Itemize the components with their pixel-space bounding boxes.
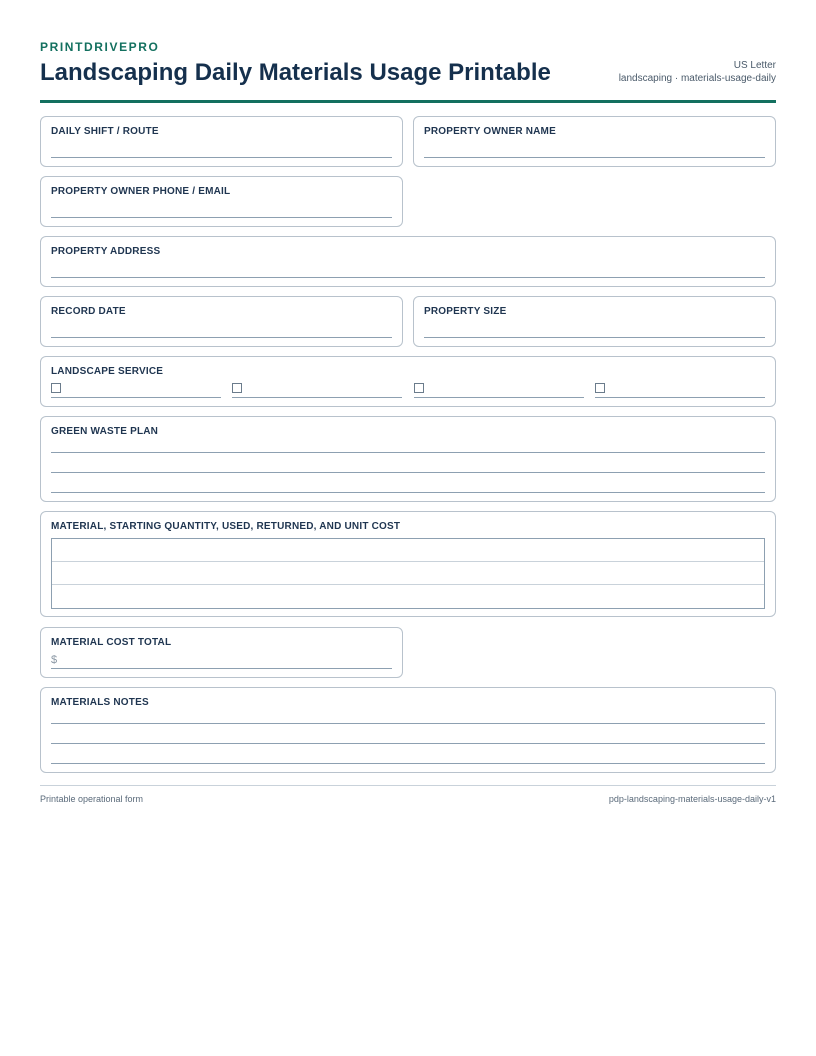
checkbox-icon[interactable] xyxy=(595,383,605,393)
paper-size: US Letter xyxy=(733,60,776,71)
footer-form-id: pdp-landscaping-materials-usage-daily-v1 xyxy=(608,794,776,804)
green-waste-plan-line-2[interactable] xyxy=(51,472,765,473)
property-owner-contact-label: PROPERTY OWNER PHONE / EMAIL xyxy=(51,186,231,197)
materials-notes-field xyxy=(40,687,776,773)
property-address-label: PROPERTY ADDRESS xyxy=(51,246,161,257)
property-owner-contact-field xyxy=(40,176,403,227)
material-cost-total-field xyxy=(40,627,403,678)
materials-table-label: MATERIAL, STARTING QUANTITY, USED, RETURNED, AND UNIT COST xyxy=(51,521,401,532)
green-waste-plan-line-1[interactable] xyxy=(51,452,765,453)
green-waste-plan-label: GREEN WASTE PLAN xyxy=(51,426,159,437)
property-owner-contact-input[interactable] xyxy=(51,217,392,218)
form-page xyxy=(40,40,776,708)
property-owner-name-field xyxy=(413,116,776,167)
record-date-field xyxy=(40,296,403,347)
footer-left-text: Printable operational form xyxy=(40,794,144,804)
property-size-input[interactable] xyxy=(424,337,765,338)
materials-table-field xyxy=(40,511,776,617)
daily-shift-route-field xyxy=(40,116,403,167)
checkbox-icon[interactable] xyxy=(232,383,242,393)
property-address-field xyxy=(40,236,776,287)
brand-name: PRINTDRIVEPRO xyxy=(40,40,160,54)
daily-shift-route-label: DAILY SHIFT / ROUTE xyxy=(51,126,159,137)
landscape-service-option-1[interactable] xyxy=(51,383,221,398)
landscape-service-option-3[interactable] xyxy=(414,383,584,398)
form-tags: landscaping · materials-usage-daily xyxy=(618,73,776,84)
landscape-service-label: LANDSCAPE SERVICE xyxy=(51,366,164,377)
property-address-input[interactable] xyxy=(51,277,765,278)
property-owner-name-label: PROPERTY OWNER NAME xyxy=(424,126,556,137)
page-title: Landscaping Daily Materials Usage Printable xyxy=(40,59,551,86)
footer xyxy=(40,785,776,804)
material-cost-total-input[interactable] xyxy=(51,668,392,669)
table-row[interactable] xyxy=(52,585,764,608)
property-size-field xyxy=(413,296,776,347)
record-date-input[interactable] xyxy=(51,337,392,338)
materials-notes-line-2[interactable] xyxy=(51,743,765,744)
checkbox-icon[interactable] xyxy=(414,383,424,393)
property-owner-name-input[interactable] xyxy=(424,157,765,158)
material-cost-total-label: MATERIAL COST TOTAL xyxy=(51,637,172,648)
record-date-label: RECORD DATE xyxy=(51,306,126,317)
page-meta xyxy=(619,59,776,85)
checkbox-icon[interactable] xyxy=(51,383,61,393)
landscape-service-option-2[interactable] xyxy=(232,383,402,398)
landscape-service-option-4[interactable] xyxy=(595,383,765,398)
landscape-service-field xyxy=(40,356,776,407)
green-waste-plan-line-3[interactable] xyxy=(51,492,765,493)
currency-symbol: $ xyxy=(51,654,58,666)
materials-notes-line-3[interactable] xyxy=(51,763,765,764)
property-size-label: PROPERTY SIZE xyxy=(424,306,507,317)
daily-shift-route-input[interactable] xyxy=(51,157,392,158)
materials-notes-label: MATERIALS NOTES xyxy=(51,697,149,708)
table-row[interactable] xyxy=(52,539,764,562)
header xyxy=(40,54,776,103)
table-row[interactable] xyxy=(52,562,764,585)
green-waste-plan-field xyxy=(40,416,776,502)
materials-notes-line-1[interactable] xyxy=(51,723,765,724)
materials-table xyxy=(51,538,765,609)
